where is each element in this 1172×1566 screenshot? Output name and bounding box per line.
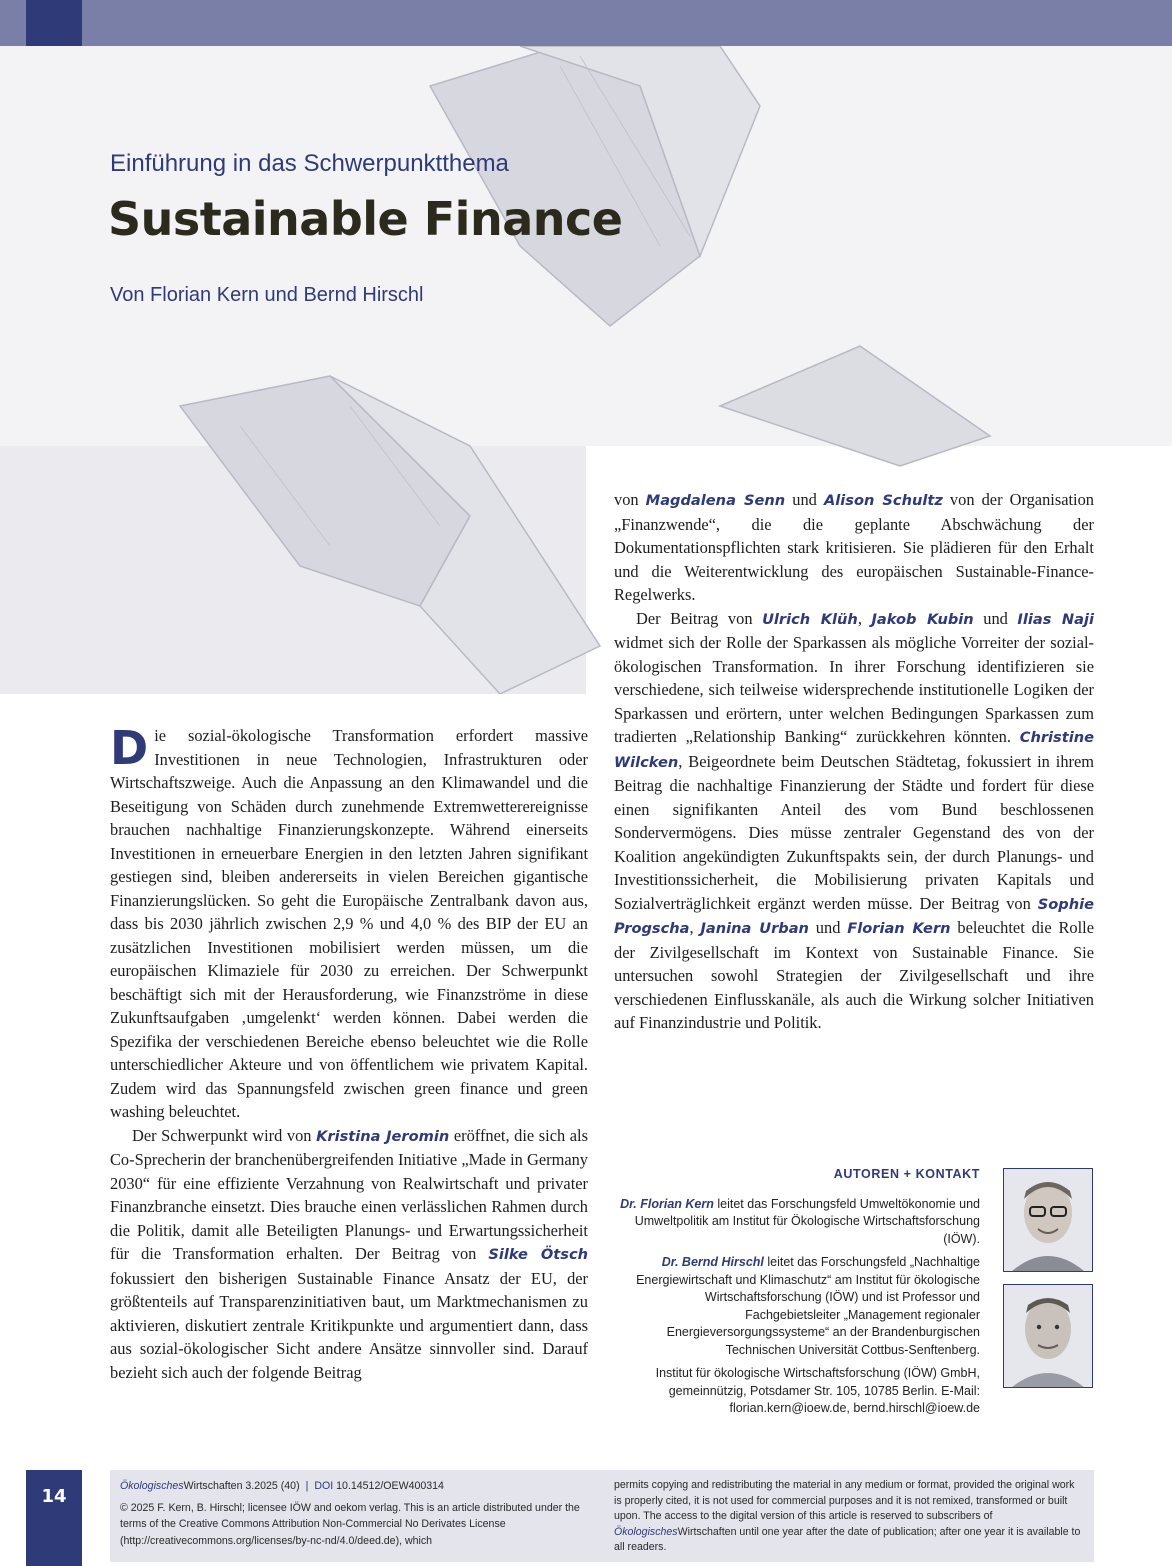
footer-left xyxy=(120,1478,592,1549)
license-text: © 2025 F. Kern, B. Hirschl; licensee IÖW and oekom verlag. This is an article distributed under the terms of the Creative Commons Attribution Non-Commercial No Derivates License (http://creativecommons.org/licenses/by-nc-nd/4.0/deed.de), which xyxy=(120,1502,580,1547)
author-name: Kristina Jeromin xyxy=(316,1127,450,1145)
author-name: Magdalena Senn xyxy=(645,492,786,509)
authors-heading: AUTOREN + KONTAKT xyxy=(833,1167,980,1181)
author-name: Janina Urban xyxy=(700,920,809,937)
author-bio: Dr. Florian Kern leitet das Forschungsfeld Umweltökonomie und Umweltpolitik am Institut für Ökologische Wirtschaftsforschung (IÖW). xyxy=(620,1196,980,1246)
top-color-bar xyxy=(0,0,1172,46)
article-title: Sustainable Finance xyxy=(108,192,623,246)
page-number: 14 xyxy=(41,1486,67,1507)
author-bio: Dr. Bernd Hirschl leitet das Forschungsfeld „Nachhaltige Energiewirtschaft und Klimaschutz“ am Institut für ökologische Wirtschaftsforschung (IÖW) und ist Professor und Fachgebietsleiter „Management regionaler Energieversorgungssysteme“ an der Brandenburgischen Technischen Universität Cottbus-Senftenberg. xyxy=(636,1255,980,1357)
author-photo-hirschl xyxy=(1003,1284,1093,1388)
author-name: Dr. Bernd Hirschl xyxy=(661,1255,764,1269)
right-text-column xyxy=(614,488,1094,1035)
author-name: Ulrich Klüh xyxy=(762,610,858,628)
author-name: Dr. Florian Kern xyxy=(620,1196,714,1211)
left-text-column xyxy=(110,721,588,1384)
author-name: Jakob Kubin xyxy=(871,610,974,628)
author-name: Sophie Progscha xyxy=(614,895,1094,937)
paragraph: von Magdalena Senn und Alison Schultz von der Organisation „Finanzwende“, die die geplante Abschwächung der Dokumentationspflichten stark kritisieren. Sie plädieren für den Erhalt und die Weiterentwicklung des europäischen Sustainable-Finance-Regelwerks. xyxy=(614,490,1094,604)
contact-info: Institut für ökologische Wirtschaftsforschung (IÖW) GmbH, gemeinnützig, Potsdamer Str. 105, 10785 Berlin. E-Mail: florian.kern@ioew.de, bernd.hirschl@ioew.de xyxy=(655,1366,980,1415)
journal-line: ÖkologischesWirtschaften 3.2025 (40) | DOI 10.14512/OEW400314 xyxy=(120,1480,444,1492)
drop-cap: D xyxy=(110,721,149,775)
page-number-box xyxy=(26,1470,82,1566)
article-kicker: Einführung in das Schwerpunktthema xyxy=(110,150,509,177)
paragraph: Der Beitrag von Ulrich Klüh, Jakob Kubin und Ilias Naji widmet sich der Rolle der Sparkassen als mögliche Vorreiter der sozial-ökologischen Transformation. In ihrer Forschung identifizieren sie verschiedene, sich teilweise widersprechende institutionelle Logiken der Sparkassen und erörtern, unter welchen Bedingungen Sparkassen zum tradierten „Relationship Banking“ zurückkehren könnten. Christine Wilcken, Beigeordnete beim Deutschen Städtetag, fokussiert in ihrem Beitrag die nachhaltige Finanzierung der Städte und fordert für diese einen signifikanten Anteil des vom Bund beschlossenen Sondervermögens. Dies müsse zentraler Gegenstand des von der Koalition angekündigten Zukunftspakts sein, der durch Planungs- und Investitionssicherheit, die Mobilisierung privaten Kapitals und Sozialverträglichkeit ergänzt werden müsse. Der Beitrag von Sophie Progscha, Janina Urban und Florian Kern beleuchtet die Rolle der Zivilgesellschaft im Kontext von Sustainable Finance. Sie untersuchen sowohl Strategien der Zivilgesellschaft und ihre verschiedenen Einflusskanäle, als auch die Wirkung solcher Initiativen auf Finanzindustrie und Politik. xyxy=(614,608,1095,1032)
author-name: Florian Kern xyxy=(847,920,951,937)
author-name: Alison Schultz xyxy=(823,492,943,509)
author-name: Silke Ötsch xyxy=(488,1246,588,1263)
article-byline: Von Florian Kern und Bernd Hirschl xyxy=(110,284,424,306)
authors-contact-box xyxy=(620,1166,980,1424)
author-name: Ilias Naji xyxy=(1017,610,1094,628)
paragraph: Der Schwerpunkt wird von Kristina Jeromin eröffnet, die sich als Co-Sprecherin der branchenübergreifenden Initiative „Made in Germany 2030“ für eine effiziente Verzahnung von Realwirtschaft und privater Finanzbranche einsetzt. Dies brauche einen verlässlichen Rahmen durch die Politik, damit alle Beteiligten Planungs- und Erwartungssicherheit für die Transformation erhalten. Der Beitrag von Silke Ötsch fokussiert den bisherigen Sustainable Finance Ansatz der EU, der größtenteils auf Transparenzinitiativen baut, um Marktmechanismen zu aktivieren, diskutiert zentrale Kritikpunkte und argumentiert dann, dass aus sozial-ökologischer Sicht andere Ansätze sinnvoller sind. Darauf bezieht sich auch der folgende Beitrag xyxy=(110,1125,588,1382)
author-name: Christine Wilcken xyxy=(614,729,1094,771)
paragraph: Die sozial-ökologische Transformation erfordert massive Investitionen in neue Technologien, Infrastrukturen oder Wirtschaftszweige. Auch die Anpassung an den Klimawandel und die Beseitigung von Schäden durch zunehmende Extremwetterereignisse brauchen nachhaltige Finanzierungskonzepte. Während einerseits Investitionen in erneuerbare Energien in den letzten Jahren signifikant gestiegen sind, bleiben andererseits in vielen Bereichen gigantische Finanzierungslücken. So geht die Europäische Zentralbank davon aus, dass bis 2030 jährlich zwischen 2,9 % und 4,0 % des BIP der EU an zusätzlichen Investitionen mobilisiert werden müssen, um die europäischen Klimaziele für 2030 zu erreichen. Der Schwerpunkt beschäftigt sich mit der Herausforderung, wie Finanzströme in diese Zukunftsaufgaben ‚umgelenkt‘ werden können. Dabei werden die Spezifika der verschiedenen Bereiche ebenso beleuchtet wie die Rolle unterschiedlicher Akteure und von öffentlichem wie privatem Kapital. Zudem wird das Spannungsfeld zwischen green finance und green washing beleuchtet. xyxy=(110,721,588,1121)
author-photo-kern xyxy=(1003,1168,1093,1272)
footer-right: permits copying and redistributing the material in any medium or format, provided the original work is properly cited, it is not used for commercial purposes and it is not remixed, transformed or built upon. The access to the digital version of this article is reserved to subscribers of ÖkologischesWirtschaften until one year after the date of publication; after one year it is available to all readers. xyxy=(614,1479,1081,1554)
